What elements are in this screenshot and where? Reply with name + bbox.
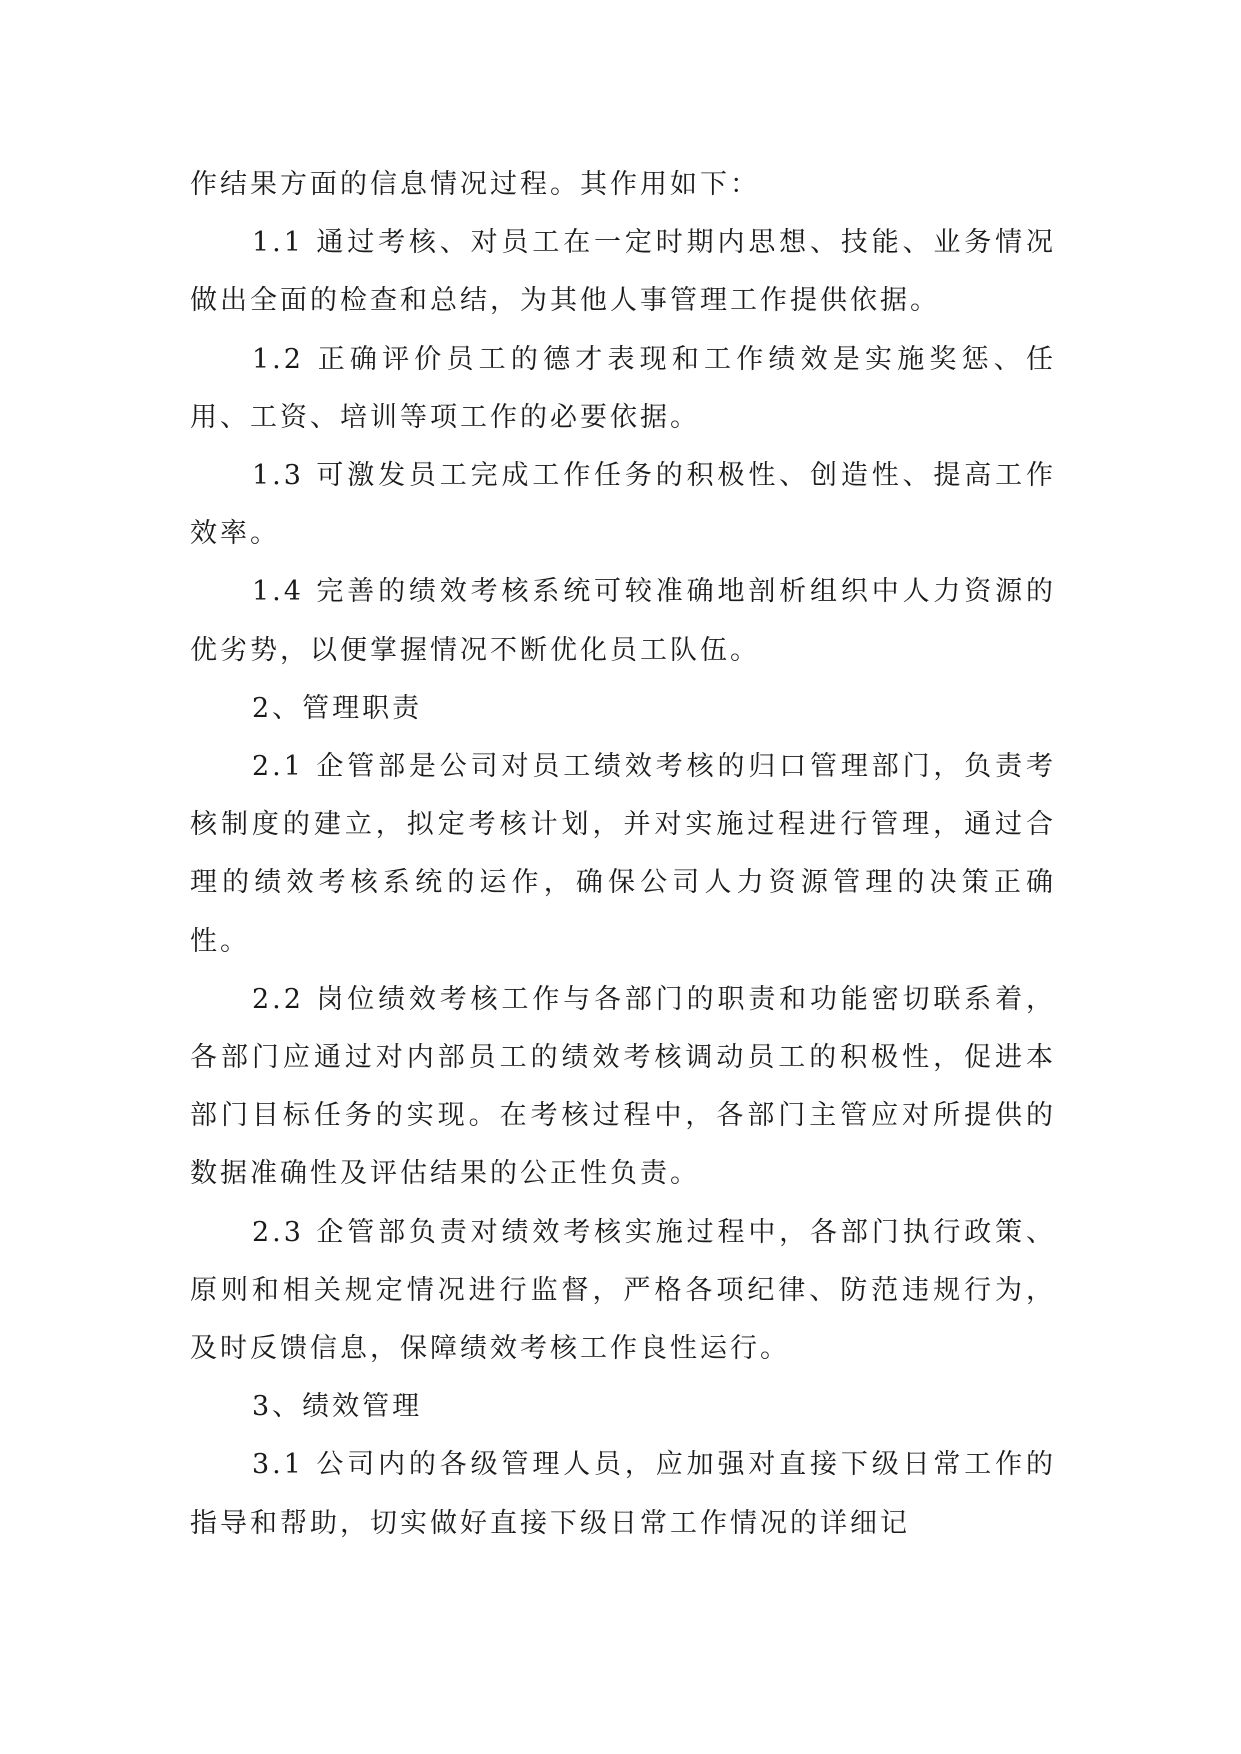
paragraph-3-1: 3.1 公司内的各级管理人员，应加强对直接下级日常工作的指导和帮助，切实做好直接下级日常工作情况的详细记 bbox=[190, 1449, 1056, 1539]
paragraph-2-3: 2.3 企管部负责对绩效考核实施过程中，各部门执行政策、原则和相关规定情况进行监督，严格各项纪律、防范违规行为，及时反馈信息，保障绩效考核工作良性运行。 bbox=[190, 1216, 1056, 1365]
paragraph-1-3: 1.3 可激发员工完成工作任务的积极性、创造性、提高工作效率。 bbox=[190, 460, 1056, 550]
section-heading-3: 3、绩效管理 bbox=[252, 1391, 423, 1423]
paragraph-2-1: 2.1 企管部是公司对员工绩效考核的归口管理部门，负责考核制度的建立，拟定考核计划，并对实施过程进行管理，通过合理的绩效考核系统的运作，确保公司人力资源管理的决策正确性。 bbox=[190, 751, 1056, 957]
document-body bbox=[190, 156, 1056, 1553]
section-heading-2: 2、管理职责 bbox=[252, 692, 423, 724]
paragraph-1-4: 1.4 完善的绩效考核系统可较准确地剖析组织中人力资源的优劣势，以便掌握情况不断优化员工队伍。 bbox=[190, 576, 1056, 666]
paragraph-2-2: 2.2 岗位绩效考核工作与各部门的职责和功能密切联系着，各部门应通过对内部员工的绩效考核调动员工的积极性，促进本部门目标任务的实现。在考核过程中，各部门主管应对所提供的数据准确性及评估结果的公正性负责。 bbox=[190, 983, 1056, 1190]
paragraph-1-2: 1.2 正确评价员工的德才表现和工作绩效是实施奖惩、任用、工资、培训等项工作的必要依据。 bbox=[190, 343, 1056, 433]
paragraph-1-1: 1.1 通过考核、对员工在一定时期内思想、技能、业务情况做出全面的检查和总结，为其他人事管理工作提供依据。 bbox=[190, 227, 1056, 317]
paragraph-continuation: 作结果方面的信息情况过程。其作用如下： bbox=[190, 169, 760, 200]
